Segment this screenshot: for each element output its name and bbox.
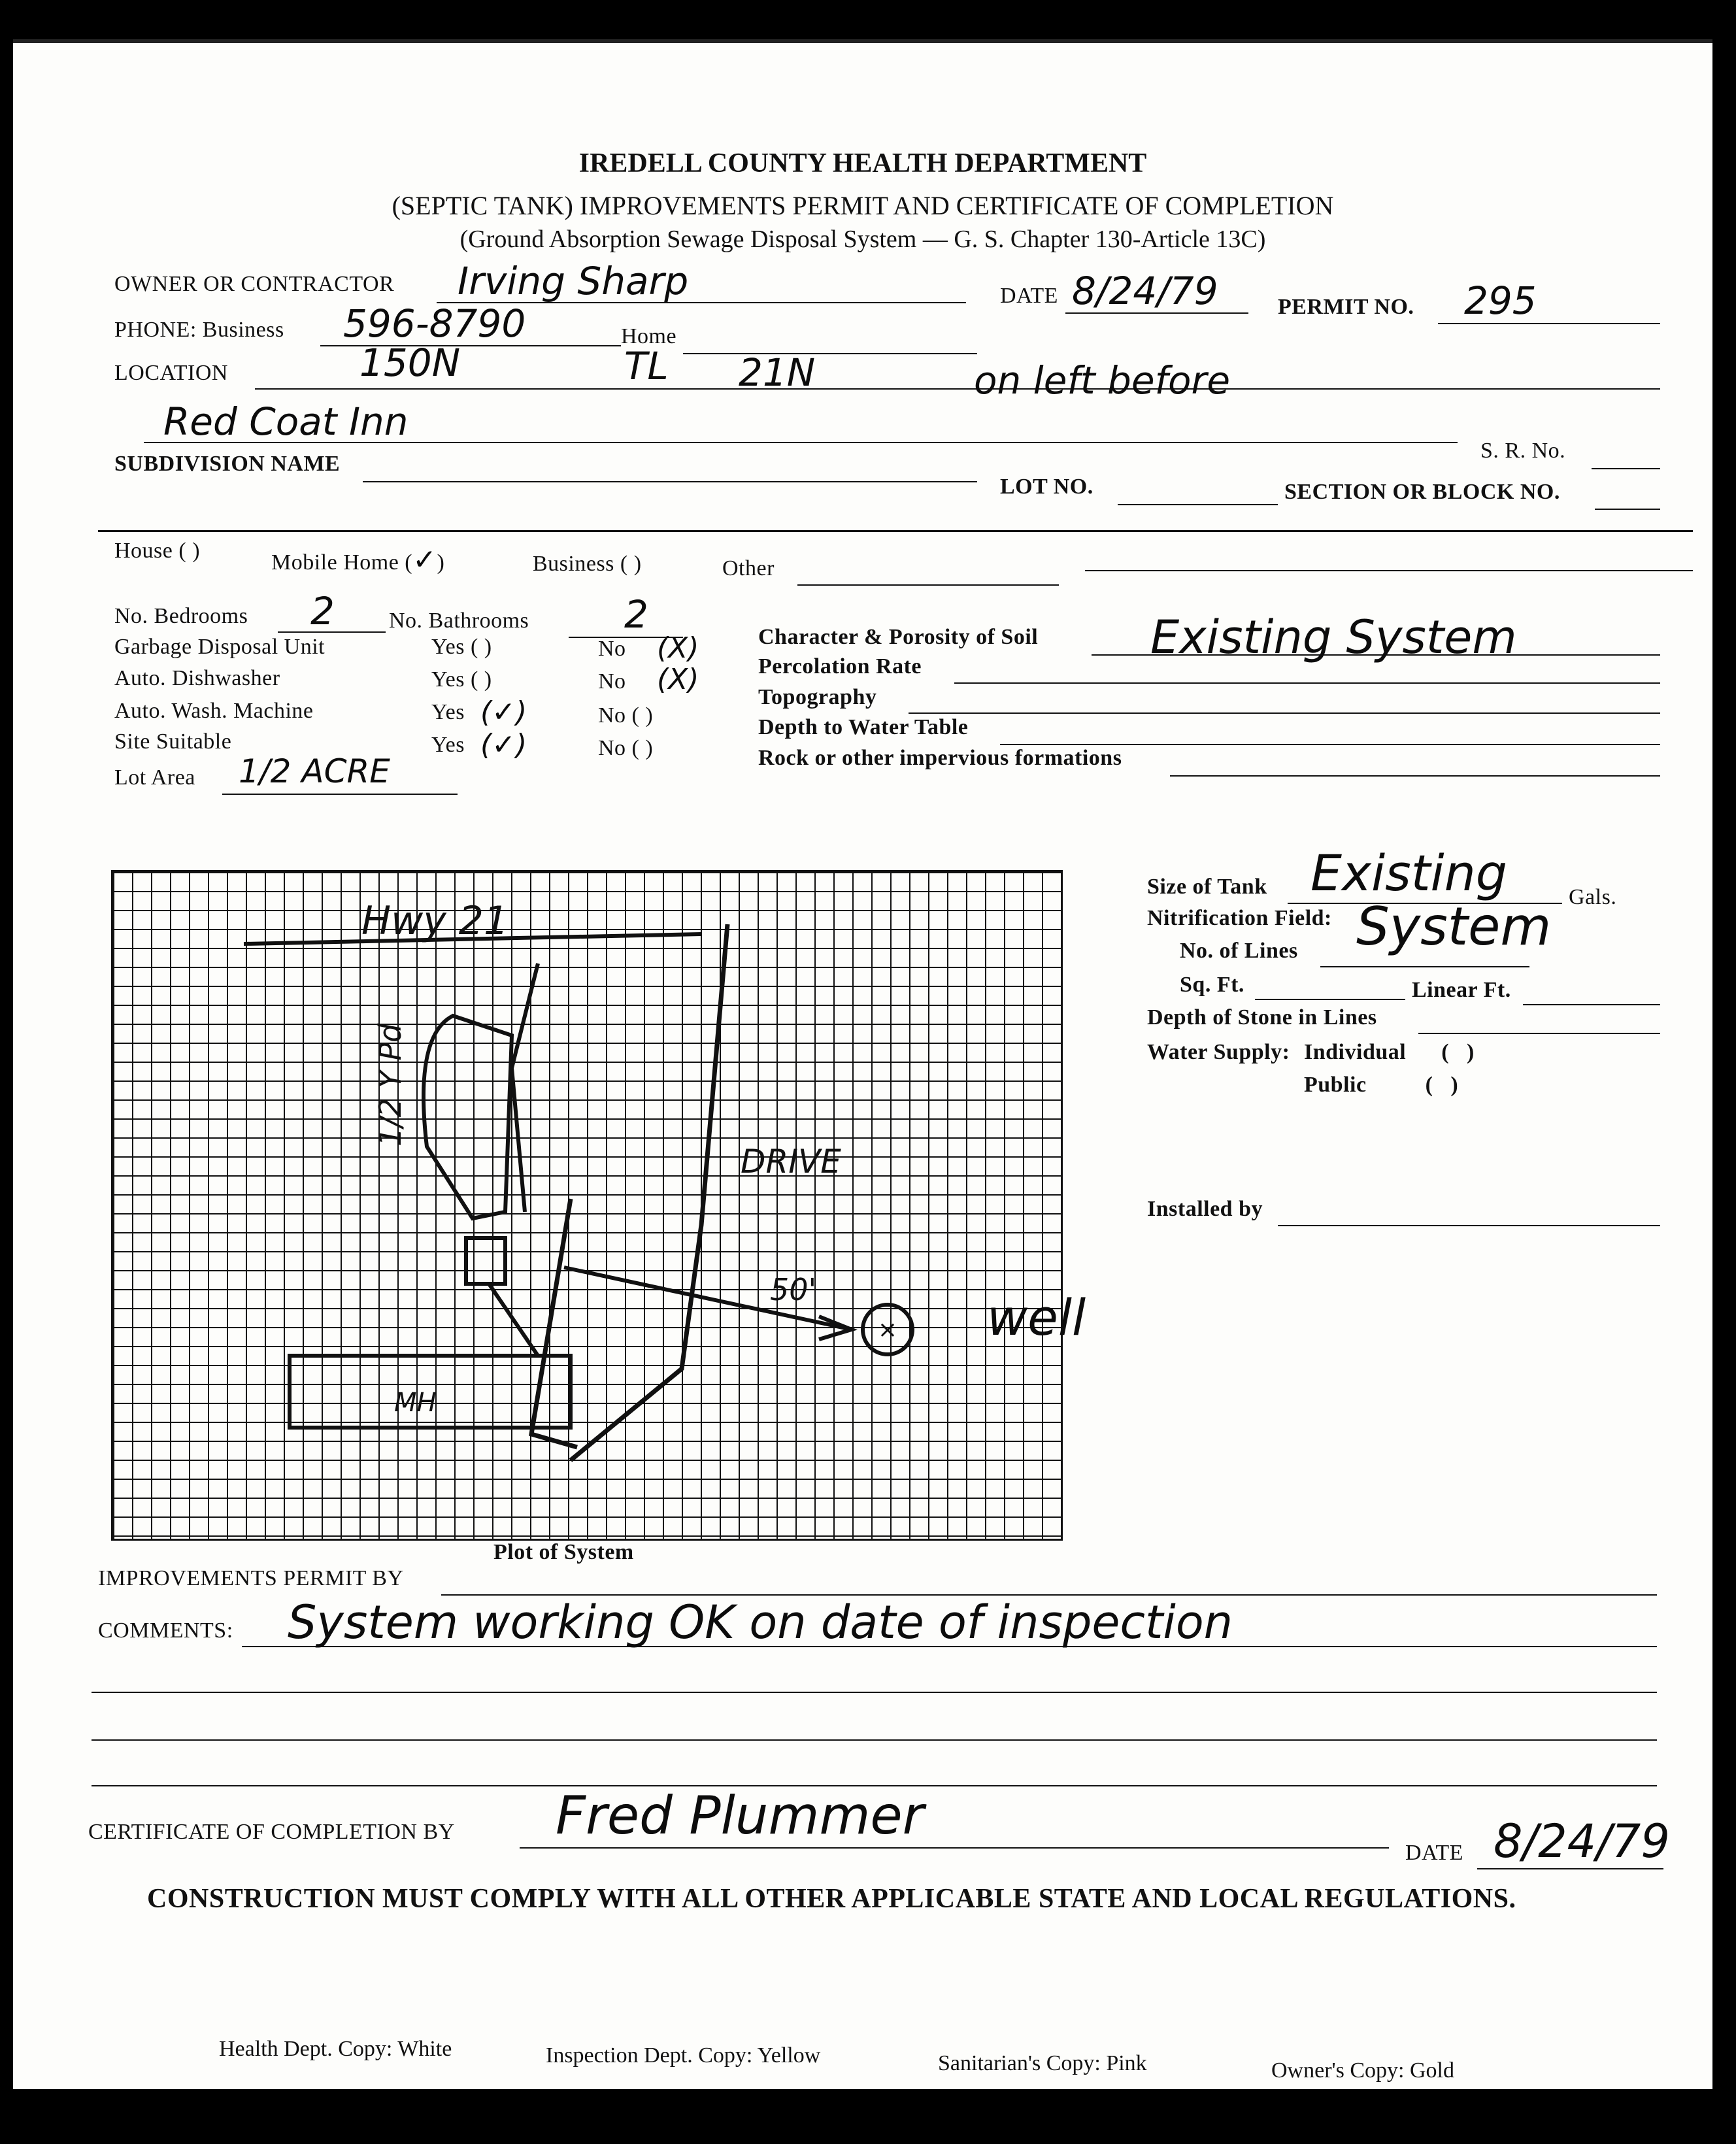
certificate-line bbox=[520, 1847, 1389, 1849]
plot-well-label: well bbox=[987, 1288, 1086, 1347]
phone-home-label: Home bbox=[621, 324, 677, 348]
location-part4: on left before bbox=[974, 358, 1231, 403]
phone-business-value: 596-8790 bbox=[343, 301, 526, 346]
sr-no-label: S. R. No. bbox=[1480, 439, 1566, 463]
improvements-permit-label: IMPROVEMENTS PERMIT BY bbox=[98, 1566, 404, 1590]
lot-area-line bbox=[222, 794, 458, 795]
plot-field-note: 1/2 Y Pd bbox=[373, 1023, 408, 1147]
plot-drive-label: DRIVE bbox=[741, 1143, 841, 1181]
percolation-label: Percolation Rate bbox=[758, 654, 922, 678]
certificate-signature: Fred Plummer bbox=[556, 1785, 924, 1846]
dishwasher-label: Auto. Dishwasher bbox=[114, 666, 280, 690]
linear-ft-line bbox=[1523, 1004, 1660, 1005]
water-supply-individual: Individual ( ) bbox=[1304, 1040, 1475, 1064]
subdivision-line bbox=[363, 481, 977, 482]
house-option: House ( ) bbox=[114, 539, 201, 563]
location-line2-rule bbox=[144, 442, 1458, 443]
bedrooms-value: 2 bbox=[310, 589, 335, 633]
wash-machine-label: Auto. Wash. Machine bbox=[114, 699, 314, 723]
nitrification-label: Nitrification Field: bbox=[1147, 906, 1332, 930]
water-supply-public: Public ( ) bbox=[1304, 1073, 1459, 1097]
location-line bbox=[255, 388, 1660, 390]
date-label: DATE bbox=[1000, 284, 1058, 308]
topography-line bbox=[909, 712, 1660, 714]
bathrooms-label: No. Bathrooms bbox=[389, 609, 529, 633]
other-line bbox=[797, 584, 1059, 586]
wash-machine-yes-mark: (✓) bbox=[480, 695, 527, 729]
topography-label: Topography bbox=[758, 685, 877, 709]
site-suitable-label: Site Suitable bbox=[114, 729, 232, 754]
form-title: (SEPTIC TANK) IMPROVEMENTS PERMIT AND CERTIFICATE OF COMPLETION bbox=[392, 191, 1334, 220]
comments-label: COMMENTS: bbox=[98, 1618, 233, 1643]
lot-area-label: Lot Area bbox=[114, 765, 195, 790]
phone-home-line bbox=[683, 353, 977, 354]
plot-caption: Plot of System bbox=[493, 1540, 634, 1564]
date-value: 8/24/79 bbox=[1072, 269, 1218, 313]
plot-grid bbox=[111, 870, 1063, 1541]
stone-depth-label: Depth of Stone in Lines bbox=[1147, 1005, 1377, 1030]
site-suitable-yes: Yes bbox=[431, 733, 465, 757]
phone-label: PHONE: Business bbox=[114, 318, 284, 342]
plot-home-label: MH bbox=[394, 1388, 437, 1418]
type-row-rule bbox=[1085, 570, 1693, 571]
owner-label: OWNER OR CONTRACTOR bbox=[114, 272, 395, 296]
soil-character-value: Existing System bbox=[1150, 611, 1517, 664]
wash-machine-no: No ( ) bbox=[598, 703, 654, 728]
location-part2: TL bbox=[624, 344, 669, 388]
certificate-date-label: DATE bbox=[1405, 1841, 1463, 1865]
installed-by-label: Installed by bbox=[1147, 1197, 1263, 1221]
section-block-label: SECTION OR BLOCK NO. bbox=[1284, 480, 1560, 504]
certificate-date-line bbox=[1477, 1868, 1663, 1869]
garbage-disposal-label: Garbage Disposal Unit bbox=[114, 635, 326, 659]
permit-no-value: 295 bbox=[1464, 278, 1537, 323]
copy-health-dept: Health Dept. Copy: White bbox=[219, 2037, 452, 2061]
business-option: Business ( ) bbox=[533, 552, 642, 576]
bathrooms-value: 2 bbox=[624, 592, 648, 637]
water-table-label: Depth to Water Table bbox=[758, 715, 969, 739]
sr-no-line bbox=[1592, 468, 1660, 469]
garbage-disposal-no-mark: (X) bbox=[657, 631, 699, 665]
permit-form bbox=[13, 39, 1712, 2089]
location-part3: 21N bbox=[739, 350, 816, 395]
comments-line-2 bbox=[92, 1692, 1657, 1693]
stone-depth-line bbox=[1418, 1033, 1660, 1034]
site-suitable-no: No ( ) bbox=[598, 736, 654, 760]
plot-distance-label: 50' bbox=[770, 1272, 817, 1307]
lines-label: No. of Lines bbox=[1180, 939, 1298, 963]
rock-formations-label: Rock or other impervious formations bbox=[758, 746, 1122, 770]
section-block-line bbox=[1595, 509, 1660, 510]
permit-no-line bbox=[1438, 323, 1660, 324]
dishwasher-no: No bbox=[598, 669, 626, 694]
certificate-date-value: 8/24/79 bbox=[1494, 1815, 1670, 1868]
percolation-line bbox=[954, 682, 1660, 684]
location-label: LOCATION bbox=[114, 361, 228, 385]
lot-area-value: 1/2 ACRE bbox=[239, 752, 390, 790]
location-part1: 150N bbox=[359, 341, 461, 385]
dishwasher-yes: Yes ( ) bbox=[431, 667, 492, 692]
dishwasher-no-mark: (X) bbox=[657, 663, 699, 696]
lot-no-label: LOT NO. bbox=[1000, 475, 1093, 499]
garbage-disposal-no: No bbox=[598, 637, 626, 661]
permit-no-label: PERMIT NO. bbox=[1278, 295, 1414, 319]
lines-line bbox=[1320, 966, 1529, 967]
section-divider bbox=[98, 530, 1693, 532]
department-title: IREDELL COUNTY HEALTH DEPARTMENT bbox=[578, 148, 1147, 178]
compliance-notice: CONSTRUCTION MUST COMPLY WITH ALL OTHER APPLICABLE STATE AND LOCAL REGULATIONS. bbox=[147, 1884, 1516, 1914]
plot-road-label: Hwy 21 bbox=[361, 898, 509, 944]
bedrooms-label: No. Bedrooms bbox=[114, 604, 248, 628]
mobile-home-check: ✓ bbox=[412, 543, 437, 577]
water-supply-label: Water Supply: bbox=[1147, 1040, 1290, 1064]
sqft-label: Sq. Ft. bbox=[1180, 973, 1244, 997]
water-table-line bbox=[1000, 744, 1660, 745]
tank-gals-label: Gals. bbox=[1569, 885, 1617, 909]
copy-owner: Owner's Copy: Gold bbox=[1271, 2058, 1455, 2083]
copy-sanitarian: Sanitarian's Copy: Pink bbox=[938, 2051, 1147, 2075]
tank-size-value: Existing bbox=[1310, 844, 1508, 902]
comments-value: System working OK on date of inspection bbox=[288, 1596, 1233, 1649]
mobile-home-option: Mobile Home (✓) bbox=[271, 543, 445, 577]
plot-sketch bbox=[113, 872, 1061, 1539]
garbage-disposal-yes: Yes ( ) bbox=[431, 635, 492, 659]
tank-size-label: Size of Tank bbox=[1147, 875, 1267, 899]
wash-machine-yes: Yes bbox=[431, 700, 465, 724]
nitrification-value: System bbox=[1356, 896, 1552, 957]
form-subtitle: (Ground Absorption Sewage Disposal System — G. S. Chapter 130-Article 13C) bbox=[459, 226, 1266, 253]
subdivision-label: SUBDIVISION NAME bbox=[114, 452, 341, 476]
location-line2: Red Coat Inn bbox=[163, 399, 409, 444]
installed-by-line bbox=[1278, 1225, 1660, 1226]
certificate-label: CERTIFICATE OF COMPLETION BY bbox=[88, 1820, 455, 1844]
comments-line-3 bbox=[92, 1739, 1657, 1741]
lot-no-line bbox=[1118, 504, 1278, 505]
soil-character-label: Character & Porosity of Soil bbox=[758, 625, 1039, 649]
site-suitable-yes-mark: (✓) bbox=[480, 728, 527, 762]
owner-value: Irving Sharp bbox=[458, 259, 689, 303]
linear-ft-label: Linear Ft. bbox=[1412, 978, 1511, 1002]
svg-text:×: × bbox=[877, 1316, 898, 1343]
other-option: Other bbox=[722, 556, 775, 580]
rock-formations-line bbox=[1170, 775, 1660, 777]
sqft-line bbox=[1255, 999, 1405, 1000]
copy-inspection-dept: Inspection Dept. Copy: Yellow bbox=[546, 2043, 821, 2068]
